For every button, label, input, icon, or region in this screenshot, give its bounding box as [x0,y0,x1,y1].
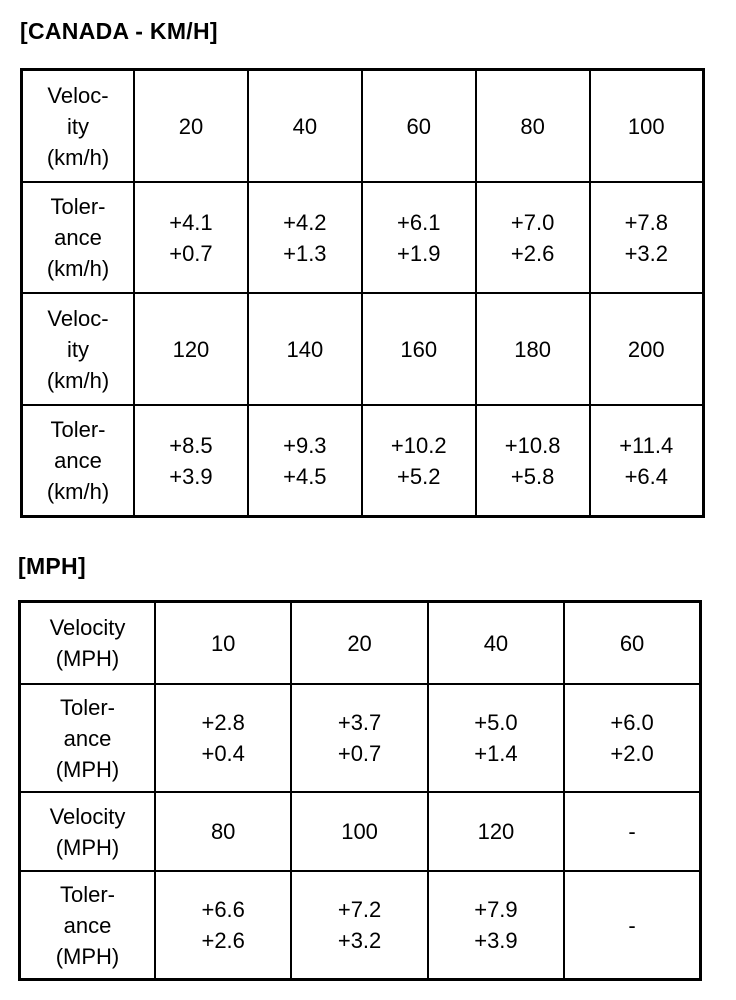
tolerance-upper: +11.4 [619,432,674,458]
tolerance-label-line: ance [54,448,102,473]
velocity-cell: 100 [590,70,704,183]
velocity-label-line: Velocity [49,803,126,829]
tolerance-label-line: ance [54,225,102,250]
velocity-cell: - [564,792,700,871]
velocity-label-line: (MPH) [55,834,120,860]
velocity-cell: 100 [291,792,427,871]
tolerance-lower: +2.6 [201,928,245,953]
tolerance-cell [564,684,700,792]
tolerance-upper: +7.8 [624,209,668,235]
velocity-cell: 60 [564,602,700,685]
tolerance-lower: +3.2 [337,928,382,953]
tolerance-lower: +5.8 [510,463,555,489]
velocity-label-cell [20,792,156,871]
velocity-cell: 140 [248,293,362,405]
tolerance-cell [155,871,291,980]
tolerance-cell [134,405,248,517]
tolerance-label-line: ance [63,912,112,938]
velocity-cell: 120 [134,293,248,405]
tolerance-lower: +5.2 [397,463,441,489]
tolerance-label-line: ance [63,725,112,751]
velocity-cell: 180 [476,293,590,405]
tolerance-cell [362,182,476,293]
velocity-label-cell [20,602,156,685]
tolerance-upper: +7.2 [337,897,382,922]
velocity-cell: 20 [291,602,427,685]
tolerance-upper: +8.5 [169,432,213,458]
velocity-label-line: (km/h) [46,144,110,170]
tolerance-upper: +2.8 [201,710,245,735]
tolerance-label-line: (MPH) [55,756,120,782]
tolerance-upper: +6.6 [201,897,245,922]
velocity-cell: 40 [428,602,564,685]
tolerance-row [22,182,704,293]
tolerance-cell [248,405,362,517]
tolerance-label-line: (km/h) [46,479,110,504]
velocity-cell: 200 [590,293,704,405]
tolerance-lower: +1.9 [397,240,441,266]
tolerance-row [22,405,704,517]
velocity-cell: 20 [134,70,248,183]
velocity-row [22,70,704,183]
tolerance-upper: +4.1 [169,209,213,235]
tolerance-lower: +3.2 [624,240,668,266]
tolerance-cell [428,871,564,980]
tolerance-upper: +7.9 [474,897,518,922]
tolerance-cell [155,684,291,792]
velocity-label-line: ity [67,113,89,139]
tolerance-cell [134,182,248,293]
velocity-label-line: ity [67,336,89,362]
mph-table [18,600,702,981]
tolerance-lower: +4.5 [283,463,327,489]
tolerance-lower: +0.7 [337,741,382,766]
velocity-cell: 120 [428,792,564,871]
tolerance-label-line: Toler- [59,881,115,907]
velocity-cell: 80 [476,70,590,183]
tolerance-label-cell [22,182,135,293]
tolerance-upper: +10.8 [504,432,561,458]
tolerance-label-cell [20,684,156,792]
tolerance-label-line: (km/h) [46,256,110,281]
tolerance-label-cell [22,405,135,517]
tolerance-lower: +0.4 [201,741,245,766]
tolerance-cell [476,405,590,517]
velocity-label-line: Veloc- [47,82,109,108]
velocity-label-cell [22,70,135,183]
tolerance-upper: +5.0 [474,710,518,735]
canada-kmh-table [20,68,705,518]
velocity-label-line: (MPH) [55,646,120,671]
velocity-label-line: (km/h) [46,367,110,393]
velocity-cell: 10 [155,602,291,685]
tolerance-label-line: Toler- [50,194,106,219]
tolerance-cell [476,182,590,293]
mph-title: [MPH] [18,553,86,579]
velocity-row [20,602,701,685]
tolerance-cell [428,684,564,792]
velocity-label-cell [22,293,135,405]
velocity-cell: 160 [362,293,476,405]
velocity-cell: 80 [155,792,291,871]
tolerance-lower: +1.3 [283,240,327,266]
tolerance-label-cell [20,871,156,980]
velocity-label-line: Velocity [49,615,126,640]
velocity-row [22,293,704,405]
tolerance-label-line: (MPH) [55,943,120,969]
tolerance-lower: +2.6 [510,240,555,266]
tolerance-cell [590,182,704,293]
tolerance-row [20,871,701,980]
tolerance-cell [248,182,362,293]
tolerance-lower: +2.0 [610,741,654,766]
tolerance-lower: +3.9 [474,928,518,953]
tolerance-upper: +6.1 [397,209,441,235]
tolerance-upper: +3.7 [337,710,382,735]
tolerance-lower: +1.4 [474,741,518,766]
tolerance-upper: +4.2 [283,209,327,235]
tolerance-upper: +10.2 [390,432,447,458]
tolerance-cell [564,871,700,980]
tolerance-label-line: Toler- [50,417,106,442]
tolerance-row [20,684,701,792]
tolerance-upper: +6.0 [610,710,654,735]
tolerance-cell [291,871,427,980]
tolerance-upper: +7.0 [510,209,555,235]
tolerance-cell [291,684,427,792]
tolerance-lower: +3.9 [169,463,213,489]
tolerance-lower: +0.7 [169,240,213,266]
tolerance-cell [590,405,704,517]
velocity-cell: 40 [248,70,362,183]
tolerance-lower: +6.4 [624,463,668,489]
tolerance-label-line: Toler- [59,694,115,720]
tolerance-cell [362,405,476,517]
velocity-cell: 60 [362,70,476,183]
tolerance-dash: - [628,912,636,938]
velocity-label-line: Veloc- [47,305,109,331]
tolerance-upper: +9.3 [283,432,327,458]
velocity-row [20,792,701,871]
canada-kmh-title: [CANADA - KM/H] [20,18,218,44]
